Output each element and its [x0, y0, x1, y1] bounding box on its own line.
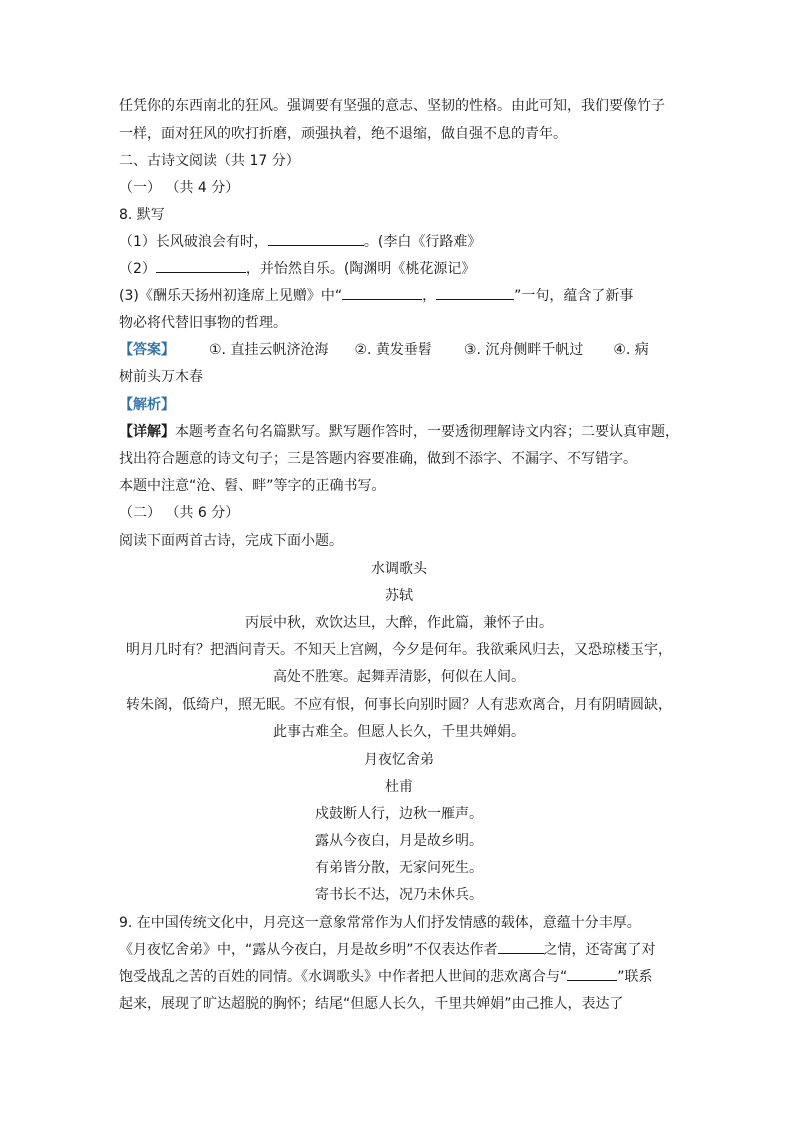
question-text: 。(李白《行路难》 — [363, 234, 482, 250]
question-item — [119, 259, 679, 279]
question-text: （1）长风破浪会有时， — [119, 234, 268, 250]
answer-blank — [498, 940, 544, 954]
detail-tag: 【详解】 — [119, 424, 175, 440]
answer-line: 树前头万木春 — [119, 369, 203, 385]
answer-blank — [268, 232, 364, 246]
poem-preface: 丙辰中秋，欢饮达旦，大醉，作此篇，兼怀子由。 — [245, 615, 553, 631]
answer-item: ①. 直挂云帆济沧海 — [209, 342, 329, 358]
question-text: 《月夜忆舍弟》中，“露从今夜白，月是故乡明”不仅表达作者 — [119, 942, 498, 958]
question-text: 之情，还寄寓了对 — [543, 942, 656, 958]
detail-line: 找出符合题意的诗文句子；三是答题内容要准确，做到不添字、不漏字、不写错字。 — [119, 451, 637, 467]
poem-title: 水调歌头 — [371, 561, 427, 577]
poem-line: 寄书长不达，况乃未休兵。 — [315, 887, 483, 903]
detail-line: 本题中注意“沧、髫、畔”等字的正确书写。 — [119, 478, 386, 494]
detail-text: 本题考查名句名篇默写。默写题作答时，一要透彻理解诗文内容；二要认真审题， — [175, 424, 679, 440]
question-line: 9. 在中国传统文化中，月亮这一意象常常作为人们抒发情感的载体，意蕴十分丰厚。 — [119, 915, 641, 931]
question-title: 8. 默写 — [119, 207, 165, 223]
poem-line: 露从今夜白，月是故乡明。 — [315, 833, 483, 849]
answer-item: ②. 黄发垂髫 — [354, 342, 432, 358]
poem-line: 高处不胜寒。起舞弄清影，何似在人间。 — [273, 669, 525, 685]
paragraph-line: 任凭你的东西南北的狂风。强调要有坚强的意志、坚韧的性格。由此可知，我们要像竹子 — [119, 98, 665, 114]
answer-item: ④. 病 — [613, 342, 649, 358]
question-text: ，并怡然自乐。(陶渊明《桃花源记》 — [245, 261, 476, 277]
paragraph-line: 一样，面对狂风的吹打折磨，顽强执着，绝不退缩，做自强不息的青年。 — [119, 126, 567, 142]
question-line — [119, 967, 679, 987]
answer-blank — [567, 967, 617, 981]
answer-item: ③. 沉舟侧畔千帆过 — [463, 342, 584, 358]
question-text: ， — [422, 288, 437, 304]
subsection-heading: （二） （共 6 分） — [119, 505, 240, 521]
question-text: 饱受战乱之苦的百姓的同情。《水调歌头》中作者把人世间的悲欢离合与“ — [119, 969, 568, 985]
answer-blank — [342, 286, 422, 300]
answer-line — [119, 340, 679, 360]
subsection-heading: （一） （共 4 分） — [119, 180, 240, 196]
section-heading: 二、古诗文阅读（共 17 分） — [119, 153, 300, 169]
poem-line: 戍鼓断人行，边秋一雁声。 — [315, 806, 483, 822]
question-text: ”一句，蕴含了新事 — [514, 288, 634, 304]
answer-blank — [436, 286, 514, 300]
question-text: (3)《酬乐天扬州初逢席上见赠》中“ — [119, 288, 343, 304]
question-item — [119, 286, 679, 306]
analysis-tag: 【解析】 — [119, 397, 175, 413]
poem-author: 苏轼 — [385, 588, 413, 604]
poem-line: 转朱阁，低绮户，照无眠。不应有恨，何事长向别时圆？人有悲欢离合，月有阴晴圆缺， — [126, 697, 672, 713]
poem-author: 杜甫 — [385, 779, 413, 795]
poem-line: 有弟皆分散，无家问死生。 — [315, 860, 483, 876]
poem-title: 月夜忆舍弟 — [364, 752, 434, 768]
question-item — [119, 232, 679, 252]
answer-tag: 【答案】 — [119, 342, 175, 358]
question-line: 起来，展现了旷达超脱的胸怀；结尾“但愿人长久，千里共婵娟”由己推人，表达了 — [119, 996, 624, 1012]
answer-blank — [156, 259, 246, 273]
question-text: 物必将代替旧事物的哲理。 — [119, 315, 287, 331]
question-line — [119, 940, 679, 960]
detail-line — [119, 422, 679, 442]
question-text: ”联系 — [617, 969, 653, 985]
instruction-text: 阅读下面两首古诗，完成下面小题。 — [119, 533, 343, 549]
question-text: （2） — [119, 261, 156, 277]
poem-line: 此事古难全。但愿人长久，千里共婵娟。 — [273, 724, 525, 740]
poem-line: 明月几时有？把酒问青天。不知天上宫阙，今夕是何年。我欲乘风归去，又恐琼楼玉宇， — [126, 642, 672, 658]
